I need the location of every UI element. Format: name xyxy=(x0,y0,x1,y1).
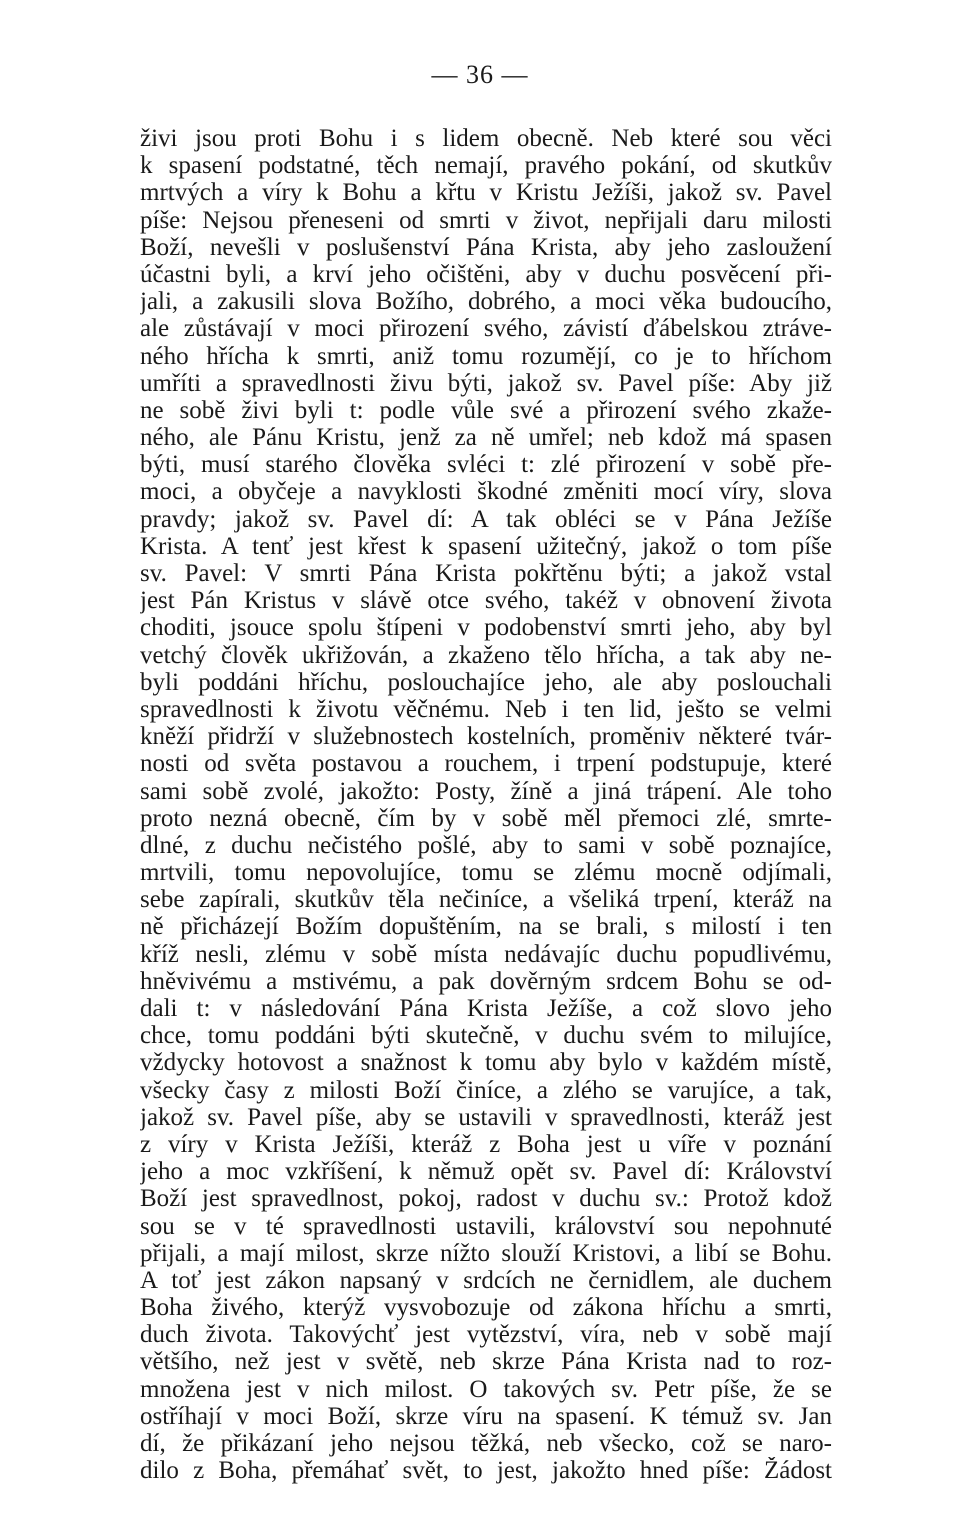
text-line: ného hřícha k smrti, aniž tomu rozumějí, co je to hříchom xyxy=(140,342,832,370)
text-line: mrtvých a víry k Bohu a křtu v Kristu Ježíši, jakož sv. Pavel xyxy=(140,179,832,207)
text-line: umříti a spravedlnosti živu býti, jakož sv. Pavel píše: Aby již xyxy=(140,369,832,397)
text-line: dlné, z duchu nečistého pošlé, aby to sami v sobě poznajíce, xyxy=(140,831,832,859)
text-line: vždycky hotovost a snažnost k tomu aby bylo v každém místě, xyxy=(140,1049,832,1077)
text-line: jest Pán Kristus v slávě otce svého, takéž v obnovení života xyxy=(140,587,832,615)
text-line: k spasení podstatné, těch nemají, pravého pokání, od skutkův xyxy=(140,152,832,180)
text-line: Krista. A tenť jest křest k spasení užitečný, jakož o tom píše xyxy=(140,532,832,560)
text-line: duch života. Takovýchť jest vytězství, víra, neb v sobě mají xyxy=(140,1321,832,1349)
text-line: dali t: v následování Pána Krista Ježíše, a což slovo jeho xyxy=(140,995,832,1022)
page-number: — 36 — xyxy=(431,60,529,89)
text-line: byli poddáni hříchu, poslouchajíce jeho, ale aby poslouchali xyxy=(140,668,832,696)
text-line: sou se v té spravedlnosti ustavili, království sou nepohnuté xyxy=(140,1212,832,1240)
text-line: hněvivému a mstivému, a pak dověrným srdcem Bohu se od- xyxy=(140,967,832,995)
text-line: dilo z Boha, přemáhať svět, to jest, jakožto hned píše: Žádost xyxy=(140,1457,832,1485)
text-line: jakož sv. Pavel píše, aby se ustavili v spravedlnosti, kteráž jest xyxy=(140,1103,832,1131)
text-line: mrtvili, tomu nepovolujíce, tomu se zlému mocně odjímali, xyxy=(140,859,832,887)
text-line: většího, než jest v světě, neb skrze Pána Krista nad to roz- xyxy=(140,1348,832,1376)
text-line: sv. Pavel: V smrti Pána Krista pokřtěnu býti; a jakož vstal xyxy=(140,560,832,587)
text-line: přijali, a mají milost, skrze nížto slouží Kristovi, a libí se Bohu. xyxy=(140,1239,832,1267)
text-line: účastni byli, a krví jeho očištěni, aby v duchu posvěcení při- xyxy=(140,260,832,288)
text-line: jali, a zakusili slova Božího, dobrého, a moci věka budoucího, xyxy=(140,288,832,316)
text-line: kněží přidrží v služebnostech kostelních, proměniv některé tvár- xyxy=(140,723,832,751)
text-line: Boha živého, kterýž vysvobozuje od zákona hříchu a smrti, xyxy=(140,1294,832,1322)
text-line: ného, ale Pánu Kristu, jenž za ně umřel; neb kdož má spasen xyxy=(140,424,832,452)
text-line: ostříhají v moci Boží, skrze víru na spasení. K témuž sv. Jan xyxy=(140,1402,832,1430)
text-line: sami sobě zvolé, jakožto: Posty, žíně a jiná trápení. Ale toho xyxy=(140,777,832,805)
text-line: A toť jest zákon napsaný v srdcích ne černidlem, ale duchem xyxy=(140,1266,832,1294)
text-line: píše: Nejsou přeneseni od smrti v život, nepřijali daru milosti xyxy=(140,206,832,234)
text-line: všecky časy z milosti Boží činíce, a zlého se varujíce, a tak, xyxy=(140,1076,832,1104)
text-line: Boží jest spravedlnost, pokoj, radost v duchu sv.: Protož kdož xyxy=(140,1185,832,1213)
text-line: jeho a moc vzkříšení, k němuž opět sv. Pavel dí: Království xyxy=(140,1158,832,1186)
text-line: pravdy; jakož sv. Pavel dí: A tak obléci se v Pána Ježíše xyxy=(140,505,832,533)
text-line: nosti od světa postavou a rouchem, i trpení podstupuje, které xyxy=(140,750,832,778)
text-line: ale zůstávají v moci přirození svého, závistí ďábelskou ztráve- xyxy=(140,315,832,343)
text-line: choditi, jsouce spolu štípeni v podobenství smrti jeho, aby byl xyxy=(140,614,832,642)
text-line: ně přicházejí Božím dopuštěním, na se brali, s milostí i ten xyxy=(140,913,832,941)
text-line: Boží, nevešli v poslušenství Pána Krista, aby jeho zasloužení xyxy=(140,233,832,261)
text-line: sebe zapírali, skutkův těla nečiníce, a všeliká trpení, kteráž na xyxy=(140,886,832,914)
text-line: množena jest v nich milost. O takových sv. Petr píše, že se xyxy=(140,1375,832,1403)
text-line: vetchý člověk ukřižován, a zkaženo tělo hřícha, a tak aby ne- xyxy=(140,641,832,669)
text-line: živi jsou proti Bohu i s lidem obecně. Neb které sou věci xyxy=(140,125,832,152)
text-line: býti, musí starého člověka svléci t: zlé přirození v sobě pře- xyxy=(140,451,832,479)
text-line: kříž nesli, zlému v sobě místa nedávajíc duchu popudlivému, xyxy=(140,940,832,968)
text-line: dí, že přikázaní jeho nejsou těžká, neb všecko, což se naro- xyxy=(140,1430,832,1457)
text-line: moci, a obyčeje a navyklosti škodné změniti mocí víry, slova xyxy=(140,478,832,506)
text-line: z víry v Krista Ježíši, kteráž z Boha jest u víře v poznání xyxy=(140,1130,832,1158)
text-line: proto nezná obecně, čím by v sobě měl přemoci zlé, smrte- xyxy=(140,804,832,832)
text-line: spravedlnosti k životu věčnému. Neb i ten lid, ješto se velmi xyxy=(140,695,832,723)
text-line: ne sobě živi byli t: podle vůle své a přirození svého zkaže- xyxy=(140,396,832,424)
text-line: chce, tomu poddáni býti skutečně, v duchu svém to milujíce, xyxy=(140,1022,832,1050)
body-text xyxy=(140,125,832,1484)
